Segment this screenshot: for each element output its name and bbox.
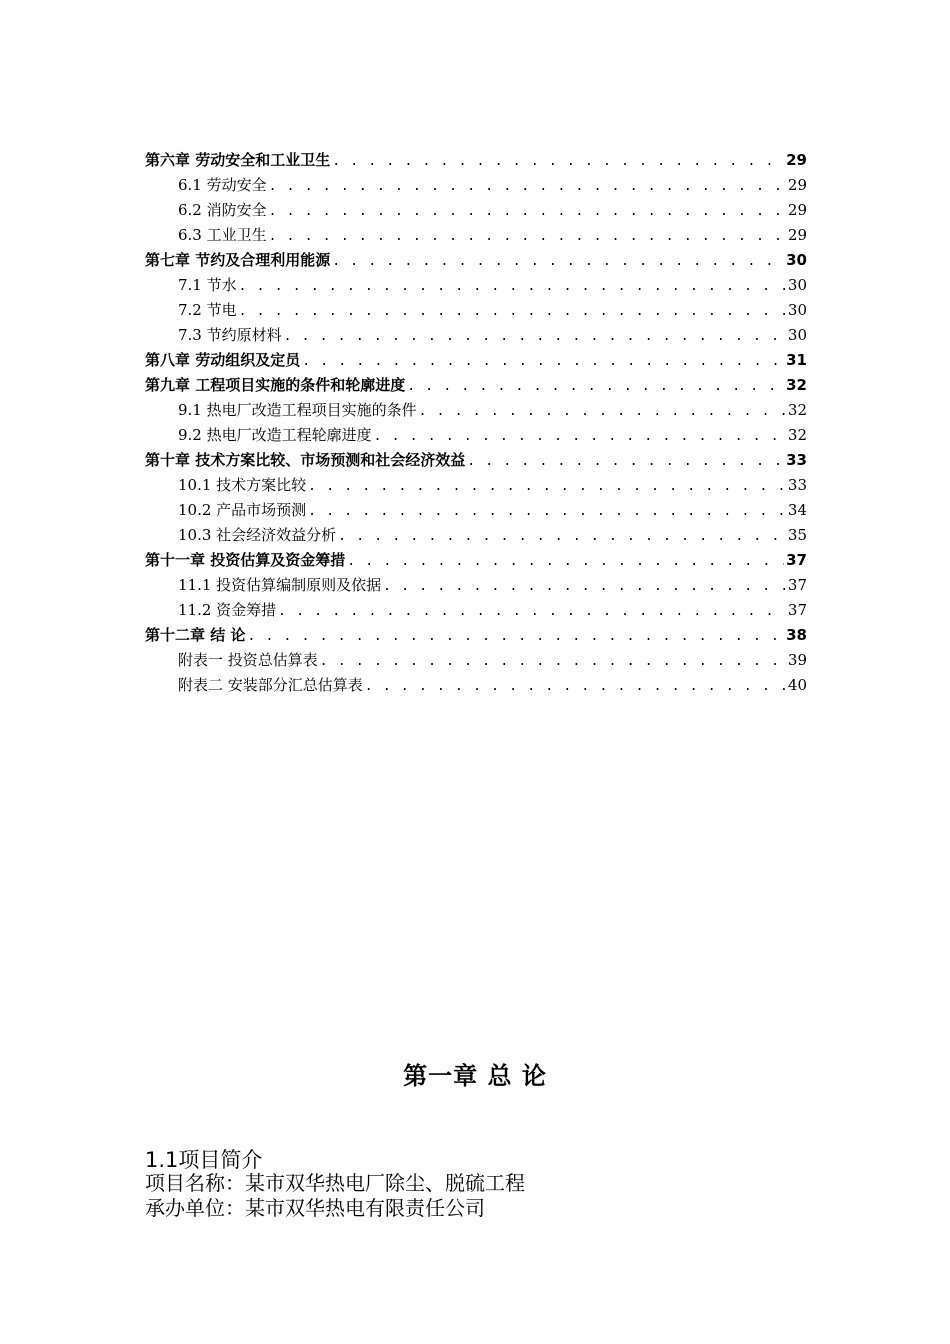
toc-section-entry[interactable]	[145, 173, 807, 198]
toc-entry-label: 第七章 节约及合理利用能源	[145, 251, 331, 269]
toc-dot-leader	[269, 224, 786, 249]
toc-page-number: 30	[787, 276, 807, 294]
toc-chapter-entry[interactable]	[145, 623, 807, 648]
toc-page-number: 30	[787, 326, 807, 344]
toc-entry-label: 第十一章 投资估算及资金筹措	[145, 551, 346, 569]
toc-dot-leader	[320, 649, 786, 674]
toc-chapter-entry[interactable]	[145, 373, 807, 398]
toc-chapter-entry[interactable]	[145, 548, 807, 573]
toc-dot-leader	[374, 424, 786, 449]
toc-dot-leader	[302, 349, 784, 374]
section-heading: 1.1项目简介	[145, 1148, 263, 1172]
toc-chapter-entry[interactable]	[145, 348, 807, 373]
toc-dot-leader	[269, 199, 786, 224]
toc-section-entry[interactable]	[145, 323, 807, 348]
toc-dot-leader	[338, 524, 786, 549]
toc-entry-label: 第九章 工程项目实施的条件和轮廓进度	[145, 376, 406, 394]
toc-dot-leader	[407, 374, 784, 399]
toc-section-entry[interactable]	[145, 473, 807, 498]
toc-entry-label: 第六章 劳动安全和工业卫生	[145, 151, 331, 169]
toc-page-number: 29	[787, 176, 807, 194]
toc-dot-leader	[278, 599, 786, 624]
toc-page-number: 34	[787, 501, 807, 519]
toc-entry-label: 7.1 节水	[178, 276, 237, 294]
toc-entry-label: 第十二章 结 论	[145, 626, 246, 644]
toc-entry-label: 6.3 工业卫生	[178, 226, 267, 244]
toc-dot-leader	[247, 624, 784, 649]
toc-dot-leader	[419, 399, 786, 424]
toc-section-entry[interactable]	[145, 523, 807, 548]
toc-page-number: 39	[787, 651, 807, 669]
toc-section-entry[interactable]	[145, 223, 807, 248]
toc-page-number: 29	[787, 201, 807, 219]
toc-page-number: 37	[787, 601, 807, 619]
toc-entry-label: 7.3 节约原材料	[178, 326, 282, 344]
toc-section-entry[interactable]	[145, 598, 807, 623]
toc-entry-label: 10.2 产品市场预测	[178, 501, 307, 519]
toc-entry-label: 11.1 投资估算编制原则及依据	[178, 576, 382, 594]
toc-entry-label: 10.3 社会经济效益分析	[178, 526, 337, 544]
toc-entry-label: 10.1 技术方案比较	[178, 476, 307, 494]
toc-page-number: 37	[786, 551, 807, 569]
toc-page-number: 31	[786, 351, 807, 369]
toc-page-number: 32	[786, 376, 807, 394]
toc-chapter-entry[interactable]	[145, 148, 807, 173]
toc-section-entry[interactable]	[145, 198, 807, 223]
toc-entry-label: 9.1 热电厂改造工程项目实施的条件	[178, 401, 417, 419]
toc-dot-leader	[239, 274, 786, 299]
toc-section-entry[interactable]	[145, 298, 807, 323]
toc-dot-leader	[467, 449, 784, 474]
toc-entry-label: 9.2 热电厂改造工程轮廓进度	[178, 426, 372, 444]
toc-section-entry[interactable]	[145, 648, 807, 673]
toc-section-entry[interactable]	[145, 273, 807, 298]
toc-dot-leader	[269, 174, 786, 199]
toc-entry-label: 附表二 安装部分汇总估算表	[178, 676, 363, 694]
toc-dot-leader	[332, 149, 784, 174]
toc-entry-label: 6.1 劳动安全	[178, 176, 267, 194]
toc-section-entry[interactable]	[145, 423, 807, 448]
toc-dot-leader	[239, 299, 786, 324]
toc-page-number: 29	[787, 226, 807, 244]
organizer-line: 承办单位：某市双华热电有限责任公司	[145, 1196, 485, 1220]
toc-page-number: 32	[787, 426, 807, 444]
toc-entry-label: 6.2 消防安全	[178, 201, 267, 219]
toc-chapter-entry[interactable]	[145, 448, 807, 473]
toc-entry-label: 第八章 劳动组织及定员	[145, 351, 301, 369]
toc-page-number: 40	[787, 676, 807, 694]
toc-page-number: 38	[786, 626, 807, 644]
toc-section-entry[interactable]	[145, 498, 807, 523]
table-of-contents	[145, 148, 807, 698]
chapter-heading: 第一章 总 论	[403, 1062, 547, 1090]
toc-page-number: 33	[787, 476, 807, 494]
toc-page-number: 35	[787, 526, 807, 544]
toc-entry-label: 附表一 投资总估算表	[178, 651, 318, 669]
toc-page-number: 32	[787, 401, 807, 419]
toc-section-entry[interactable]	[145, 573, 807, 598]
toc-dot-leader	[365, 674, 786, 699]
toc-dot-leader	[284, 324, 786, 349]
toc-entry-label: 7.2 节电	[178, 301, 237, 319]
toc-page-number: 30	[786, 251, 807, 269]
toc-page-number: 29	[786, 151, 807, 169]
toc-dot-leader	[383, 574, 786, 599]
toc-section-entry[interactable]	[145, 673, 807, 698]
toc-dot-leader	[308, 499, 786, 524]
project-name-line: 项目名称：某市双华热电厂除尘、脱硫工程	[145, 1171, 525, 1195]
toc-dot-leader	[347, 549, 784, 574]
toc-entry-label: 11.2 资金筹措	[178, 601, 277, 619]
toc-section-entry[interactable]	[145, 398, 807, 423]
toc-entry-label: 第十章 技术方案比较、市场预测和社会经济效益	[145, 451, 466, 469]
toc-page-number: 30	[787, 301, 807, 319]
toc-chapter-entry[interactable]	[145, 248, 807, 273]
toc-dot-leader	[332, 249, 784, 274]
toc-page-number: 37	[787, 576, 807, 594]
toc-dot-leader	[308, 474, 786, 499]
toc-page-number: 33	[786, 451, 807, 469]
